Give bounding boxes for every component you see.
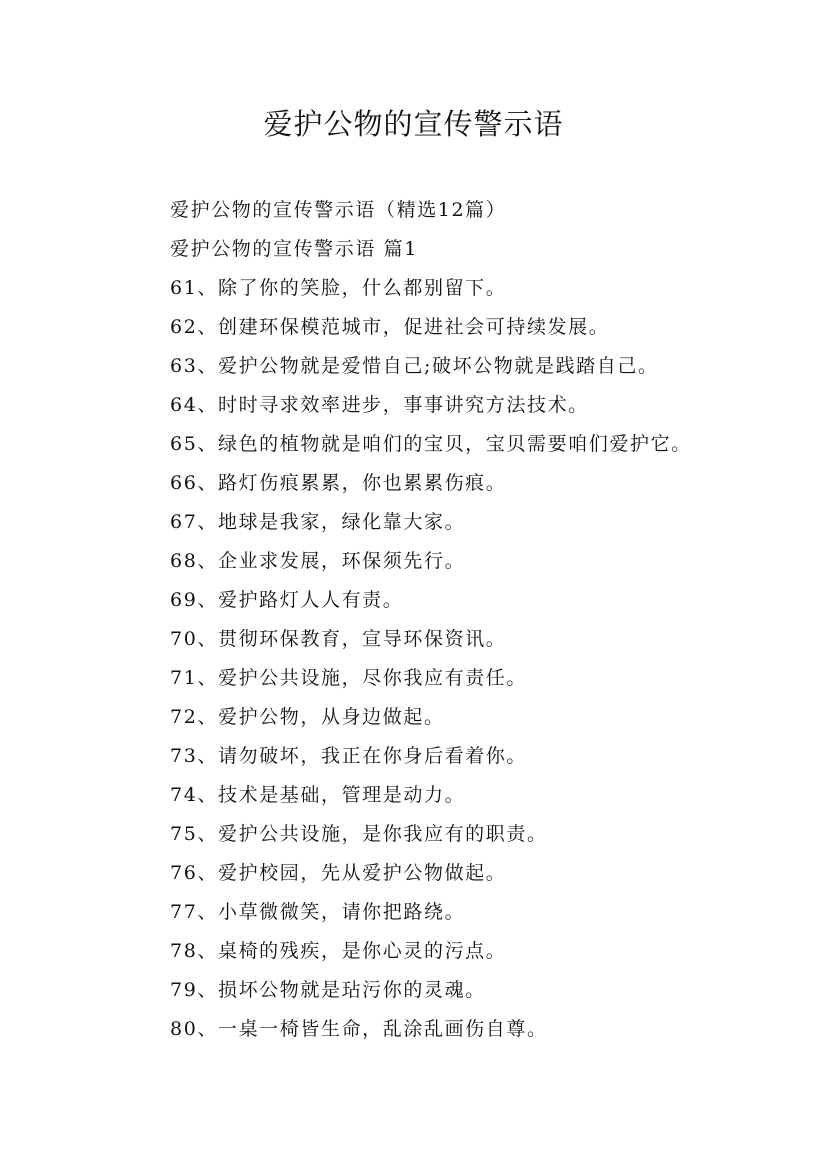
- slogan-item: 71、爱护公共设施，尽你我应有责任。: [170, 667, 527, 689]
- slogan-item: 68、企业求发展，环保须先行。: [170, 550, 466, 572]
- slogan-item: 62、创建环保模范城市，促进社会可持续发展。: [170, 316, 610, 338]
- slogan-item: 67、地球是我家，绿化靠大家。: [170, 511, 466, 533]
- slogan-item: 64、时时寻求效率进步，事事讲究方法技术。: [170, 394, 589, 416]
- slogan-item: 65、绿色的植物就是咱们的宝贝，宝贝需要咱们爱护它。: [170, 433, 692, 455]
- slogan-item: 66、路灯伤痕累累，你也累累伤痕。: [170, 472, 507, 494]
- slogan-item: 72、爱护公物，从身边做起。: [170, 706, 445, 728]
- slogan-item: 76、爱护校园，先从爱护公物做起。: [170, 862, 507, 884]
- slogan-item: 69、爱护路灯人人有责。: [170, 589, 404, 611]
- slogan-item: 79、损坏公物就是玷污你的灵魂。: [170, 979, 486, 1001]
- document-subtitle: 爱护公物的宣传警示语（精选12篇）: [170, 199, 507, 221]
- document-body: [170, 191, 790, 1049]
- slogan-item: 78、桌椅的残疾，是你心灵的污点。: [170, 940, 507, 962]
- slogan-item: 74、技术是基础，管理是动力。: [170, 784, 466, 806]
- slogan-item: 75、爱护公共设施，是你我应有的职责。: [170, 823, 548, 845]
- document-title: 爱护公物的宣传警示语: [263, 107, 564, 141]
- slogan-item: 73、请勿破坏，我正在你身后看着你。: [170, 745, 527, 767]
- slogan-item: 63、爱护公物就是爱惜自己;破坏公物就是践踏自己。: [170, 355, 659, 377]
- slogan-item: 80、一桌一椅皆生命，乱涂乱画伤自尊。: [170, 1018, 548, 1040]
- slogan-item: 77、小草微微笑，请你把路绕。: [170, 901, 466, 923]
- slogan-item: 70、贯彻环保教育，宣导环保资讯。: [170, 628, 507, 650]
- slogan-item: 61、除了你的笑脸，什么都别留下。: [170, 277, 507, 299]
- section-heading: 爱护公物的宣传警示语 篇1: [170, 238, 418, 260]
